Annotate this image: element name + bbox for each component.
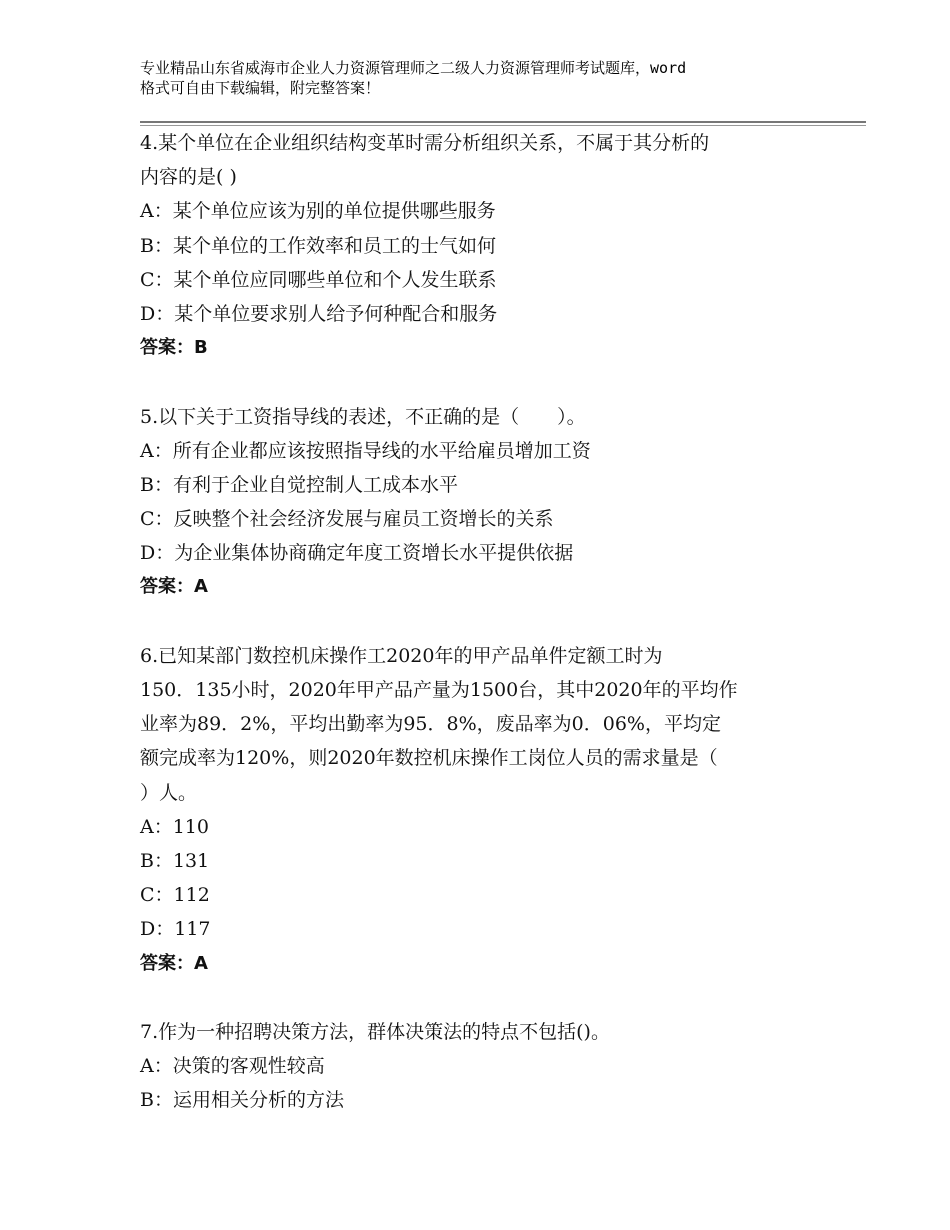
question-list bbox=[140, 126, 840, 1117]
option-a: A：某个单位应该为别的单位提供哪些服务 bbox=[140, 200, 496, 223]
question-7 bbox=[140, 1015, 840, 1118]
option-d: D：为企业集体协商确定年度工资增长水平提供依据 bbox=[140, 542, 574, 565]
question-stem: 4.某个单位在企业组织结构变革时需分析组织关系，不属于其分析的 bbox=[140, 132, 710, 154]
question-5 bbox=[140, 400, 840, 605]
option-a: A：所有企业都应该按照指导线的水平给雇员增加工资 bbox=[140, 439, 591, 462]
question-stem: 额完成率为120%，则2020年数控机床操作工岗位人员的需求量是（ bbox=[140, 747, 718, 770]
option-d: D：117 bbox=[140, 918, 211, 941]
spacer bbox=[140, 365, 840, 399]
option-b: B：运用相关分析的方法 bbox=[140, 1089, 344, 1112]
question-stem: 业率为89．2%，平均出勤率为95．8%，废品率为0．06%，平均定 bbox=[140, 713, 721, 736]
option-c: C：112 bbox=[140, 884, 210, 907]
option-c: C：反映整个社会经济发展与雇员工资增长的关系 bbox=[140, 508, 554, 531]
spacer bbox=[140, 605, 840, 639]
question-4 bbox=[140, 126, 840, 365]
option-b: B：有利于企业自觉控制人工成本水平 bbox=[140, 473, 458, 496]
spacer bbox=[140, 981, 840, 1015]
answer: 答案：A bbox=[140, 952, 208, 974]
option-a: A：决策的客观性较高 bbox=[140, 1055, 325, 1078]
question-stem: 150．135小时，2020年甲产品产量为1500台，其中2020年的平均作 bbox=[140, 679, 738, 701]
question-6 bbox=[140, 639, 840, 981]
option-c: C：某个单位应同哪些单位和个人发生联系 bbox=[140, 268, 497, 291]
document-header bbox=[140, 58, 840, 98]
option-b: B：某个单位的工作效率和员工的士气如何 bbox=[140, 234, 496, 257]
header-line-2: 格式可自由下载编辑，附完整答案！ bbox=[140, 79, 381, 97]
header-line-1: 专业精品山东省威海市企业人力资源管理师之二级人力资源管理师考试题库，word bbox=[140, 59, 687, 77]
option-b: B：131 bbox=[140, 849, 210, 872]
option-d: D：某个单位要求别人给予何种配合和服务 bbox=[140, 302, 498, 325]
answer: 答案：A bbox=[140, 576, 208, 598]
question-stem: 5.以下关于工资指导线的表述，不正确的是（ ）。 bbox=[140, 405, 586, 428]
question-stem: 7.作为一种招聘决策方法，群体决策法的特点不包括()。 bbox=[140, 1020, 610, 1043]
question-stem: 内容的是( ) bbox=[140, 166, 237, 189]
question-stem: 6.已知某部门数控机床操作工2020年的甲产品单件定额工时为 bbox=[140, 644, 663, 667]
option-a: A：110 bbox=[140, 815, 209, 838]
question-stem: ）人。 bbox=[140, 781, 198, 804]
answer: 答案：B bbox=[140, 337, 208, 359]
header-rule-thick bbox=[140, 121, 866, 123]
